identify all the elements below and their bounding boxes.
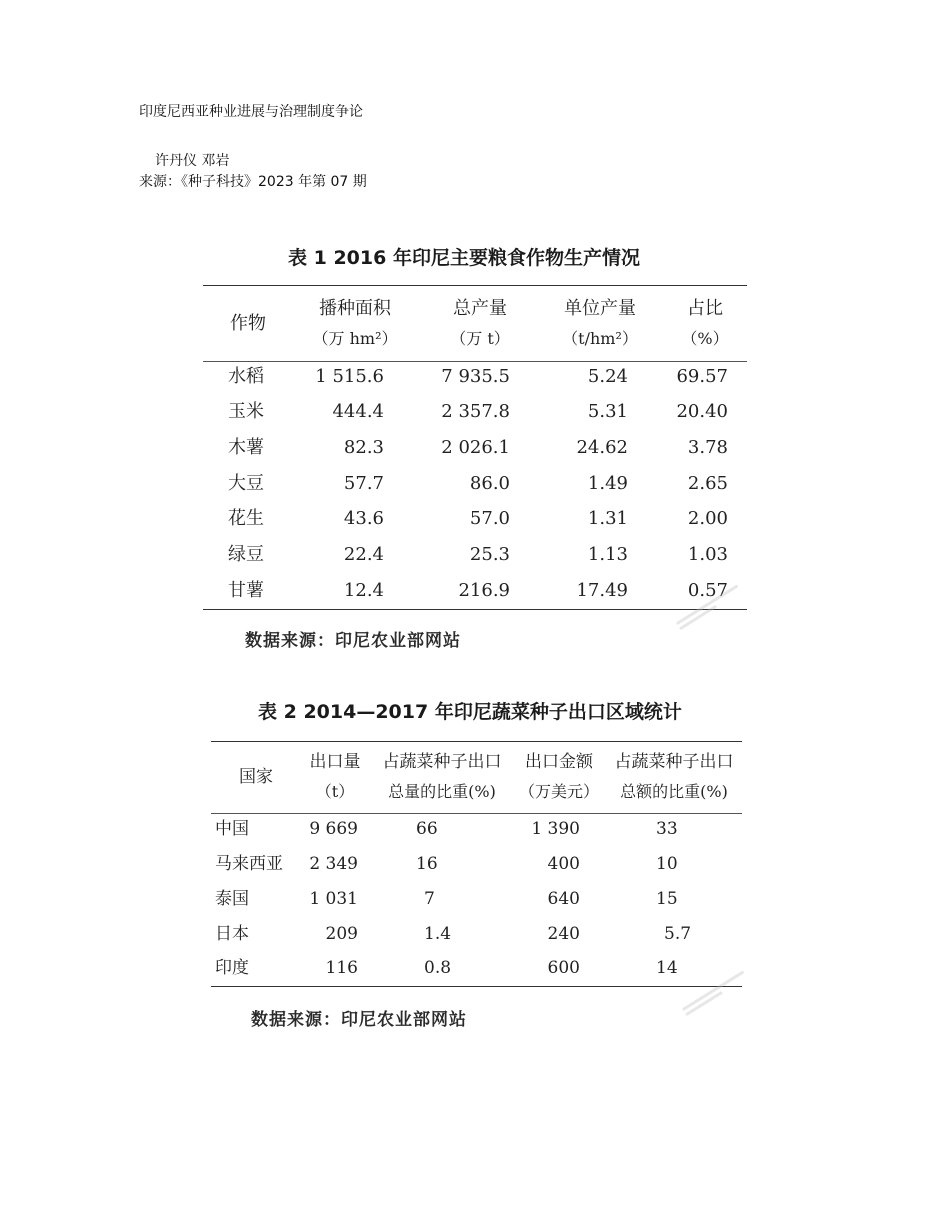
table2-cell-volume: 116 — [325, 958, 358, 978]
table1-header-share-unit: （%） — [681, 329, 729, 348]
table1-source-note: 数据来源：印尼农业部网站 — [245, 631, 461, 651]
table1-cell-area: 22.4 — [343, 544, 384, 565]
table-row — [0, 501, 950, 537]
document-authors: 许丹仪 邓岩 — [155, 153, 230, 169]
table-row — [0, 394, 950, 430]
table1-header-share-label: 占比 — [687, 298, 723, 319]
table1-cell-share: 20.40 — [676, 401, 728, 422]
table2-cell-amount: 400 — [547, 854, 580, 874]
table2-cell-volume: 2 349 — [309, 854, 358, 874]
table2-cell-amount-share: 10 — [656, 854, 678, 874]
table1-cell-output: 216.9 — [458, 580, 510, 601]
table-row — [0, 466, 950, 502]
table2-cell-amount: 640 — [547, 889, 580, 909]
table2-cell-volume: 1 031 — [309, 889, 358, 909]
table-row — [0, 847, 950, 882]
table1-cell-yield: 1.31 — [587, 508, 628, 529]
table1-cell-share: 2.00 — [687, 508, 728, 529]
table2-title: 表 2 2014—2017 年印尼蔬菜种子出口区域统计 — [258, 701, 682, 723]
table1-cell-area: 82.3 — [343, 437, 384, 458]
table2-cell-volume: 9 669 — [309, 819, 358, 839]
table1-top-rule — [203, 285, 747, 286]
table2-cell-amount-share: 33 — [656, 819, 678, 839]
table1-header-share — [670, 294, 740, 354]
table1-cell-output: 57.0 — [469, 508, 510, 529]
table2-cell-amount: 240 — [547, 924, 580, 944]
table1-cell-yield: 5.24 — [587, 366, 628, 387]
table2-cell-country: 印度 — [215, 958, 249, 978]
table1-bottom-rule — [203, 609, 747, 610]
table2-header-volume-unit: （t） — [315, 782, 355, 801]
table-row — [0, 812, 950, 847]
table1-cell-area: 43.6 — [343, 508, 384, 529]
table1-cell-yield: 1.49 — [587, 473, 628, 494]
table2-cell-volume-share: 7 — [424, 889, 435, 909]
table1-cell-share: 1.03 — [687, 544, 728, 565]
table1-cell-yield: 1.13 — [587, 544, 628, 565]
table2-source-note: 数据来源：印尼农业部网站 — [251, 1010, 467, 1030]
table2-header-amount — [514, 748, 604, 806]
table2-header-volume-share-line2: 总量的比重(%) — [388, 782, 496, 801]
table1-cell-share: 0.57 — [687, 580, 728, 601]
table1-header-area-unit: （万 hm²） — [312, 329, 398, 348]
table-row — [0, 917, 950, 952]
table2-header-country: 国家 — [239, 767, 273, 787]
table1-header-area — [300, 294, 410, 354]
table1-cell-output: 25.3 — [469, 544, 510, 565]
table1-cell-output: 7 935.5 — [441, 366, 510, 387]
table2-cell-amount: 600 — [547, 958, 580, 978]
table-row — [0, 430, 950, 466]
table2-cell-amount-share: 5.7 — [664, 924, 692, 944]
table1-cell-share: 3.78 — [687, 437, 728, 458]
table1-cell-share: 69.57 — [676, 366, 728, 387]
table2-header-amount-share — [606, 748, 742, 806]
table2-cell-volume-share: 66 — [416, 819, 438, 839]
table1-cell-crop: 大豆 — [228, 473, 264, 494]
table1-cell-share: 2.65 — [687, 473, 728, 494]
table2-cell-country: 日本 — [215, 924, 249, 944]
table1-header-crop: 作物 — [230, 313, 266, 334]
table1-header-output-label: 总产量 — [453, 298, 507, 319]
table2-cell-country: 中国 — [215, 819, 249, 839]
table2-cell-volume-share: 0.8 — [424, 958, 452, 978]
table-row — [0, 882, 950, 917]
table-row — [0, 359, 950, 395]
table1-header-area-label: 播种面积 — [319, 298, 391, 319]
table2-top-rule — [211, 741, 742, 742]
table1-cell-crop: 玉米 — [228, 401, 264, 422]
table2-header-amount-share-line1: 占蔬菜种子出口 — [614, 752, 734, 772]
table2-cell-country: 泰国 — [215, 889, 249, 909]
table1-header-output-unit: （万 t） — [450, 329, 510, 348]
table1-header-output — [425, 294, 535, 354]
table2-cell-amount-share: 14 — [656, 958, 678, 978]
table-row — [0, 537, 950, 573]
table1-cell-crop: 花生 — [228, 508, 264, 529]
table2-cell-amount-share: 15 — [656, 889, 678, 909]
table2-cell-volume: 209 — [325, 924, 358, 944]
table1-title: 表 1 2016 年印尼主要粮食作物生产情况 — [288, 247, 640, 269]
table1-cell-area: 57.7 — [343, 473, 384, 494]
table2-header-volume-label: 出口量 — [309, 752, 361, 772]
table1-cell-crop: 水稻 — [228, 366, 264, 387]
document-title: 印度尼西亚种业进展与治理制度争论 — [139, 104, 363, 120]
table2-header-amount-unit: （万美元） — [518, 782, 599, 801]
table2-bottom-rule — [211, 986, 742, 987]
table2-cell-country: 马来西亚 — [215, 854, 283, 874]
table1-cell-area: 444.4 — [332, 401, 384, 422]
table2-header-volume — [302, 748, 368, 806]
table2-cell-volume-share: 1.4 — [424, 924, 452, 944]
table1-header-yield-unit: （t/hm²） — [562, 329, 638, 348]
table1-cell-yield: 24.62 — [576, 437, 628, 458]
table2-header-volume-share-line1: 占蔬菜种子出口 — [382, 752, 502, 772]
table1-cell-yield: 17.49 — [576, 580, 628, 601]
document-source: 来源：《种子科技》2023 年第 07 期 — [139, 174, 367, 190]
table2-header-amount-label: 出口金额 — [525, 752, 593, 772]
table1-cell-yield: 5.31 — [587, 401, 628, 422]
table1-cell-output: 2 026.1 — [441, 437, 510, 458]
table1-header-yield-label: 单位产量 — [564, 298, 636, 319]
table1-cell-area: 12.4 — [343, 580, 384, 601]
table-row — [0, 573, 950, 609]
table-row — [0, 951, 950, 986]
table1-cell-output: 86.0 — [469, 473, 510, 494]
table1-cell-output: 2 357.8 — [441, 401, 510, 422]
table1-header-yield — [545, 294, 655, 354]
table1-cell-crop: 木薯 — [228, 437, 264, 458]
table2-header-amount-share-line2: 总额的比重(%) — [620, 782, 728, 801]
table1-cell-crop: 绿豆 — [228, 544, 264, 565]
table1-cell-crop: 甘薯 — [228, 580, 264, 601]
table2-cell-amount: 1 390 — [531, 819, 580, 839]
table2-cell-volume-share: 16 — [416, 854, 438, 874]
table2-header-volume-share — [372, 748, 512, 806]
table1-cell-area: 1 515.6 — [315, 366, 384, 387]
